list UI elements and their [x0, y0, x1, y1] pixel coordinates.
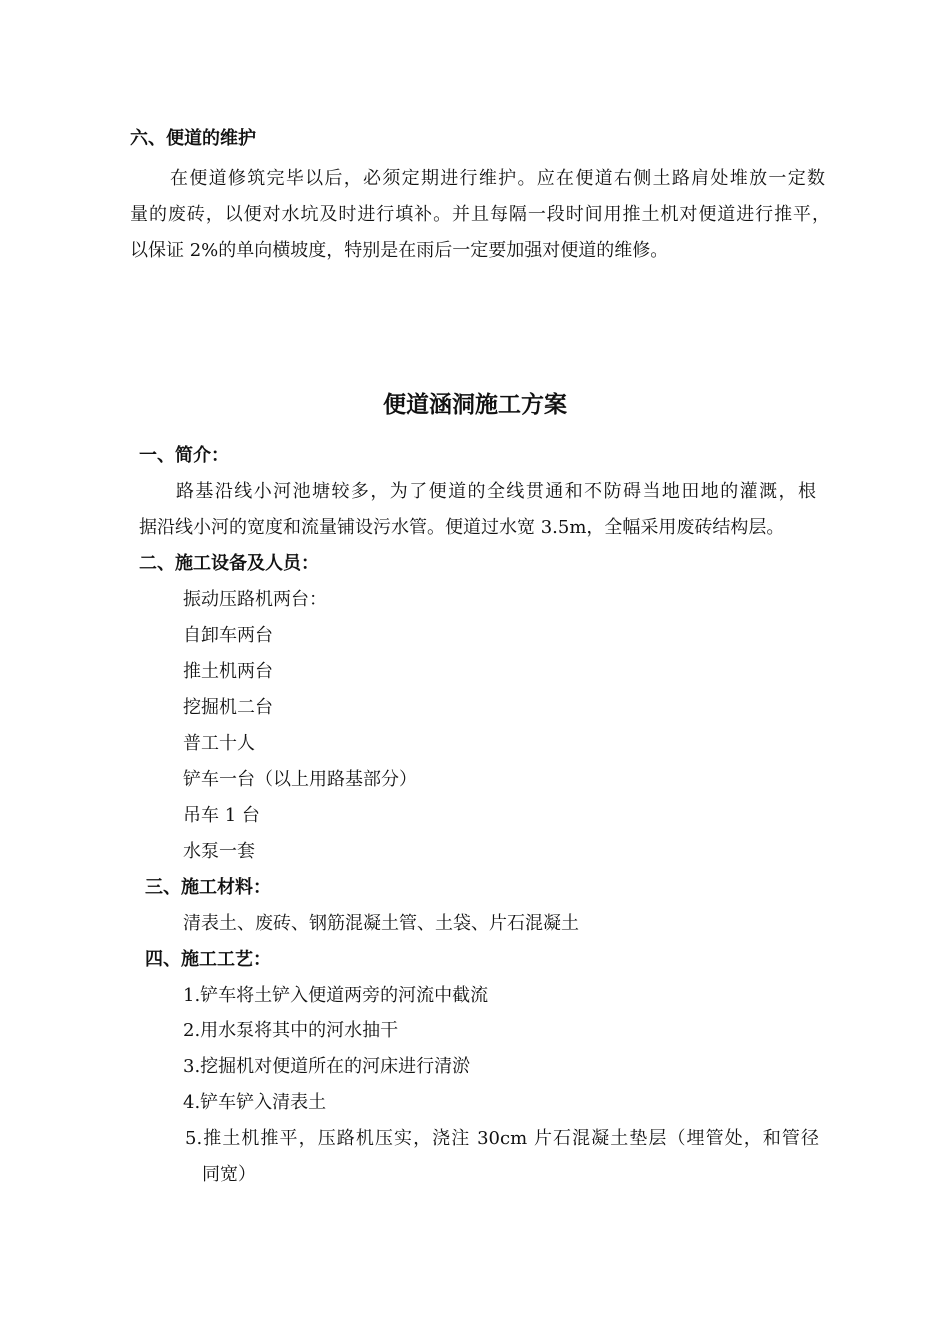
list-item: 振动压路机两台： — [183, 589, 327, 610]
list-item: 水泵一套 — [183, 841, 255, 862]
list-item: 自卸车两台 — [183, 625, 273, 646]
list-item: 普工十人 — [183, 733, 255, 754]
process-step: 3.挖掘机对便道所在的河床进行清淤 — [183, 1056, 471, 1077]
process-step: 2.用水泵将其中的河水抽干 — [183, 1020, 399, 1041]
list-item: 挖掘机二台 — [183, 697, 273, 718]
paragraph-line: 量的废砖，以便对水坑及时进行填补。并且每隔一段时间用推土机对便道进行推平， — [130, 204, 830, 225]
materials-text: 清表土、废砖、钢筋混凝土管、土袋、片石混凝土 — [183, 913, 579, 934]
process-step: 5.推土机推平，压路机压实，浇注 30cm 片石混凝土垫层（埋管处，和管径 — [185, 1128, 819, 1149]
list-item: 吊车 1 台 — [183, 805, 260, 826]
section-heading-maintenance: 六、便道的维护 — [130, 128, 256, 149]
paragraph-line: 以保证 2%的单向横坡度，特别是在雨后一定要加强对便道的维修。 — [130, 240, 669, 261]
paragraph-line: 据沿线小河的宽度和流量铺设污水管。便道过水宽 3.5m，全幅采用废砖结构层。 — [139, 517, 785, 538]
list-item: 推土机两台 — [183, 661, 273, 682]
section-heading-materials: 三、施工材料： — [145, 877, 271, 898]
document-title: 便道涵洞施工方案 — [383, 391, 567, 418]
section-heading-equipment: 二、施工设备及人员： — [139, 553, 319, 574]
process-step-continuation: 同宽） — [202, 1164, 256, 1185]
section-heading-process: 四、施工工艺： — [145, 949, 271, 970]
paragraph-line: 在便道修筑完毕以后，必须定期进行维护。应在便道右侧土路肩处堆放一定数 — [170, 168, 825, 189]
paragraph-line: 路基沿线小河池塘较多，为了便道的全线贯通和不防碍当地田地的灌溉，根 — [176, 481, 816, 502]
list-item: 铲车一台（以上用路基部分） — [183, 769, 417, 790]
section-heading-intro: 一、简介： — [139, 445, 229, 466]
process-step: 4.铲车铲入清表土 — [183, 1092, 327, 1113]
process-step: 1.铲车将土铲入便道两旁的河流中截流 — [183, 985, 489, 1006]
